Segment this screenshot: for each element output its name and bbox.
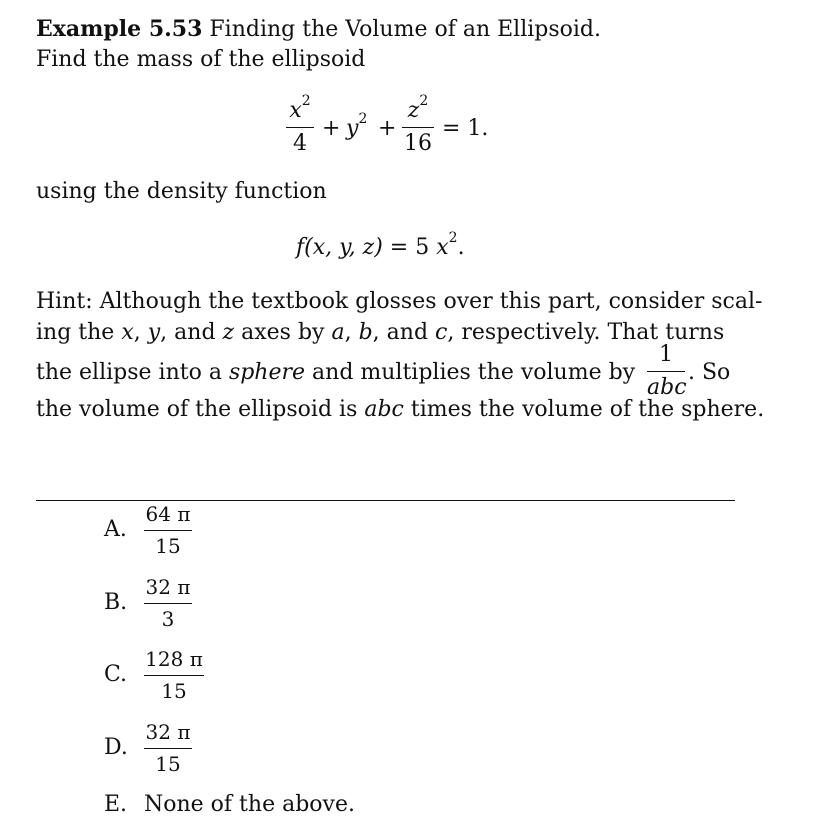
- density-exp: 2: [448, 229, 458, 246]
- eq-x-exp: 2: [301, 92, 311, 109]
- hint-var-z: z: [222, 320, 235, 345]
- hint-var-y: y: [147, 320, 161, 345]
- hint-line-3-end: . So: [688, 360, 731, 385]
- eq-z-exp: 2: [419, 92, 429, 109]
- hint-text: ,: [133, 320, 148, 345]
- hint-frac-num: 1: [659, 342, 673, 367]
- eq-y: y: [346, 116, 359, 141]
- option-d-denominator: 15: [155, 752, 181, 777]
- density-intro: using the density function: [36, 179, 327, 204]
- option-d-fraction: [144, 720, 192, 777]
- example-label: Example 5.53: [36, 16, 203, 42]
- density-function: [296, 229, 465, 260]
- example-title: Finding the Volume of an Ellipsoid.: [209, 17, 602, 42]
- example-intro: Find the mass of the ellipsoid: [36, 47, 366, 72]
- eq-plus-1: +: [322, 116, 341, 141]
- option-b-fraction: [144, 575, 192, 632]
- option-c-fraction: [144, 647, 204, 704]
- eq-rhs: = 1.: [442, 116, 489, 141]
- hint-text: times the volume of the sphere.: [403, 397, 765, 422]
- hint-text: and multiplies the volume by: [305, 360, 636, 385]
- option-c-label: C.: [104, 662, 128, 687]
- option-a-denominator: 15: [155, 534, 181, 559]
- hint-fraction-1-over-abc: [647, 344, 685, 399]
- option-b-label: B.: [104, 590, 128, 615]
- hint-text: , and: [372, 320, 436, 345]
- example-heading: [36, 18, 601, 41]
- hint-text: the volume of the ellipsoid is: [36, 397, 365, 422]
- option-d-label: D.: [104, 735, 128, 760]
- fraction-x-squared-over-4: [286, 92, 314, 157]
- hint-line-3: [36, 362, 635, 384]
- option-b-numerator: 32 π: [145, 575, 191, 599]
- hint-var-x: x: [121, 320, 134, 345]
- density-end: .: [457, 235, 465, 260]
- option-a-label: A.: [104, 517, 127, 542]
- option-e-label: E.: [104, 792, 128, 817]
- hint-frac-den: abc: [647, 375, 687, 401]
- hint-var-a: a: [331, 320, 345, 345]
- hint-line-2: [36, 322, 735, 344]
- option-a-fraction: [144, 502, 192, 559]
- hint-text: the ellipse into a: [36, 360, 229, 385]
- hint-var-b: b: [358, 320, 373, 345]
- eq-den-4: 4: [293, 131, 307, 157]
- hint-abc: abc: [364, 397, 404, 422]
- hint-sphere: sphere: [228, 360, 306, 385]
- option-d-numerator: 32 π: [145, 720, 191, 744]
- eq-z: z: [407, 98, 420, 123]
- hint-text: ing the: [36, 320, 122, 345]
- hint-text: , respectively. That turns: [447, 320, 725, 345]
- density-lhs: f(x, y, z): [296, 235, 383, 260]
- option-e-text: None of the above.: [144, 792, 355, 817]
- eq-x: x: [289, 98, 302, 123]
- option-c-numerator: 128 π: [145, 647, 203, 671]
- hint-var-c: c: [435, 320, 448, 345]
- hint-line-1: Hint: Although the textbook glosses over this part, consider scal-: [36, 289, 763, 314]
- option-b-denominator: 3: [161, 607, 175, 632]
- divider: [36, 500, 735, 501]
- option-a-numerator: 64 π: [145, 502, 191, 526]
- eq-plus-2: +: [378, 116, 397, 141]
- density-var: x: [436, 235, 449, 260]
- hint-text: , and: [160, 320, 223, 345]
- density-eq: = 5: [389, 235, 430, 260]
- hint-text: ,: [344, 320, 359, 345]
- option-c-denominator: 15: [161, 679, 187, 704]
- fraction-z-squared-over-16: [402, 92, 434, 157]
- eq-y-exp: 2: [358, 110, 368, 127]
- hint-line-4: [36, 399, 764, 421]
- hint-text: axes by: [234, 320, 332, 345]
- eq-y-squared: [346, 110, 368, 141]
- eq-den-16: 16: [404, 131, 432, 157]
